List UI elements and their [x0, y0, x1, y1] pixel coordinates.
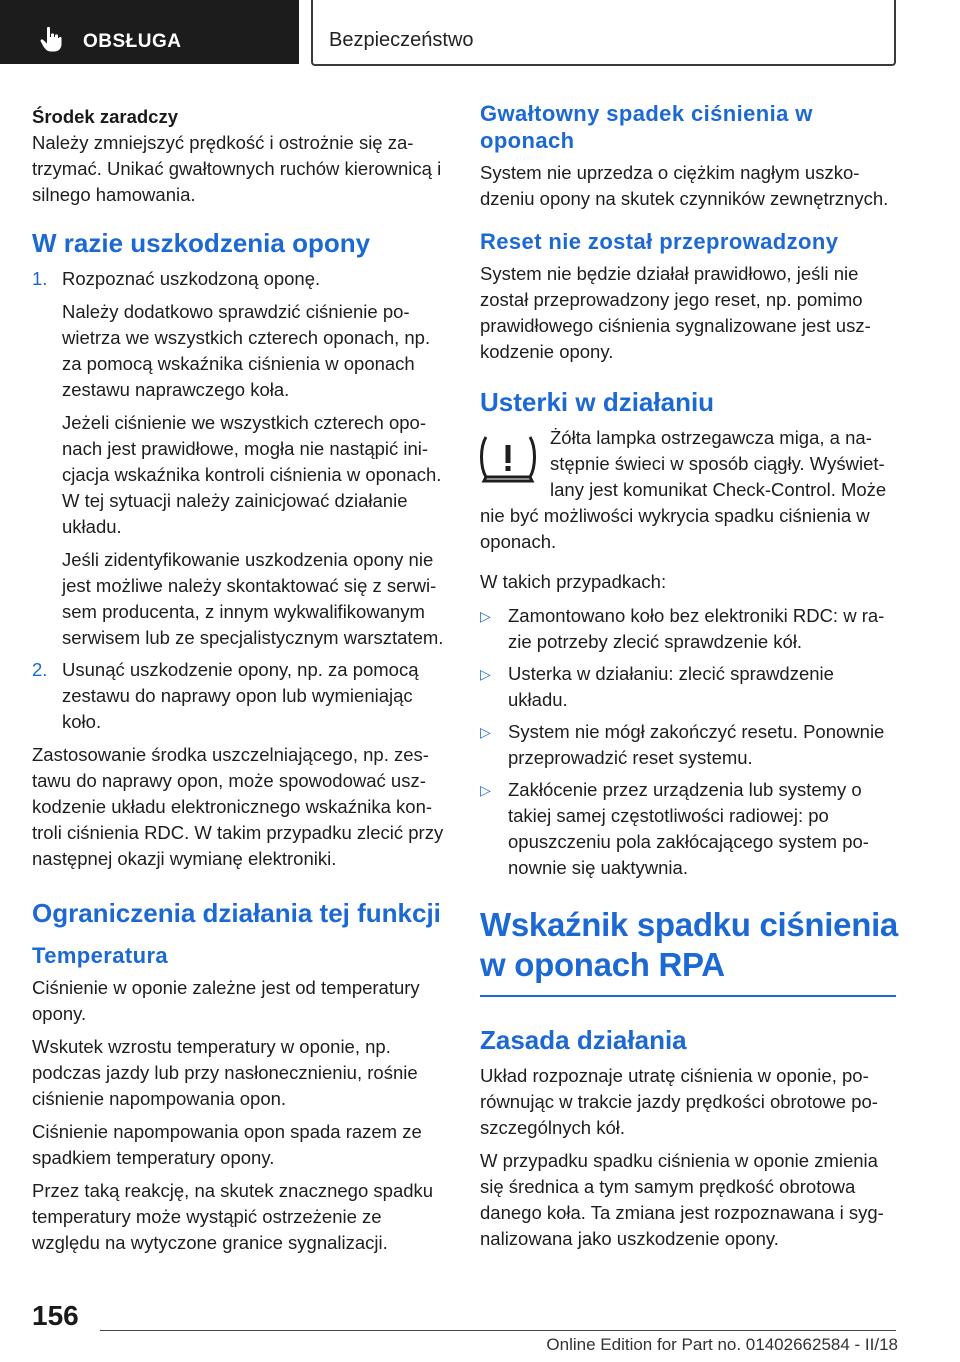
sudden-drop-heading: Gwałtowny spadek ciśnienia w oponach: [480, 101, 813, 153]
triangle-bullet-icon: ▷: [480, 666, 491, 682]
temperature-paragraph: Ciśnienie w oponie zależne jest od temperatury opony.: [32, 977, 420, 1024]
step-paragraph: Jeżeli ciśnienie we wszystkich czterech oponach jest prawidłowe, mogła nie nastąpić inicjacja wskaźnika kontroli ciśnienia w oponach. W tej sytuacji należy zainicjować działanie układu.: [62, 412, 442, 537]
tire-pressure-warning-icon: [480, 431, 536, 483]
limits-heading: Ograniczenia działania tej funkcji: [32, 898, 441, 928]
list-item-text: System nie mógł zakończyć resetu. Ponownie przeprowadzić reset systemu.: [508, 721, 885, 768]
list-item-text: Zamontowano koło bez elektroniki RDC: w razie potrzeby zlecić sprawdzenie kół.: [508, 605, 885, 652]
temperature-paragraph: Wskutek wzrostu temperatury w oponie, np. podczas jazdy lub przy nasłonecznieniu, rośnie ciśnienie napompowania opon.: [32, 1036, 418, 1109]
reset-heading: Reset nie został przeprowadzony: [480, 229, 839, 254]
triangle-bullet-icon: ▷: [480, 782, 491, 798]
step-paragraph: Rozpoznać uszkodzoną oponę.: [62, 268, 321, 289]
chapter-tab[interactable]: [311, 0, 896, 66]
faults-block: [480, 425, 898, 555]
remedy-text: Należy zmniejszyć prędkość i ostrożnie się zatrzymać. Unikać gwałtownych ruchów kierownicą i silnego hamowania.: [32, 132, 442, 205]
remedy-heading: Środek zaradczy: [32, 106, 179, 127]
damage-heading: W razie uszkodzenia opony: [32, 228, 371, 258]
principle-paragraph: Układ rozpoznaje utratę ciśnienia w oponie, porównując w trakcie jazdy prędkości obrotowe poszczególnych kół.: [480, 1065, 878, 1138]
step-paragraph: Należy dodatkowo sprawdzić ciśnienie powietrza we wszystkich czterech oponach, np. za pomocą wskaźnika ciśnienia w oponach zestawu naprawczego koła.: [62, 301, 431, 400]
step-paragraph: Jeśli zidentyfikowanie uszkodzenia opony nie jest możliwe należy skontaktować się z serwisem producenta, z innym wykwalifikowanym serwisem lub ze specjalistycznym warsztatem.: [62, 549, 444, 648]
temperature-heading: Temperatura: [32, 943, 169, 968]
principle-paragraph: W przypadku spadku ciśnienia w oponie zmienia się średnica a tym samym prędkość obrotowa danego koła. Ta zmiana jest rozpoznawana i sygnalizowana jako uszkodzenie opony.: [480, 1150, 884, 1249]
step-number: 1.: [32, 268, 48, 289]
list-item: [480, 777, 898, 881]
temperature-paragraph: Przez taką reakcję, na skutek znacznego spadku temperatury może wystąpić ostrzeżenie ze względu na wytyczone granice sygnalizacji.: [32, 1180, 434, 1253]
step-item: [32, 266, 452, 651]
list-item: [480, 719, 898, 771]
footer-divider: [100, 1330, 896, 1331]
faults-text: Żółta lampka ostrzegawcza miga, a następnie świeci w sposób ciągły. Wyświetlany jest komunikat Check-Control. Może nie być możliwości wykrycia spadku ciśnienia w oponach.: [480, 427, 887, 552]
damage-steps-list: [32, 266, 452, 735]
page-number: 156: [32, 1300, 79, 1331]
step-item: [32, 657, 452, 735]
step-number: 2.: [32, 659, 48, 680]
heading-divider: [480, 995, 896, 997]
left-column: [32, 100, 452, 1256]
section-tab[interactable]: [0, 0, 299, 64]
temperature-paragraph: Ciśnienie napompowania opon spada razem ze spadkiem temperatury opony.: [32, 1121, 422, 1168]
principle-heading: Zasada działania: [480, 1025, 687, 1055]
sealant-note: Zastosowanie środka uszczelniającego, np. zestawu do naprawy opon, może spowodować uszkodzenie układu elektronicznego wskaźnika kontroli ciśnienia RDC. W takim przypadku zlecić przy następnej okazji wymianę elektroniki.: [32, 744, 444, 869]
chapter-tab-label: Bezpieczeństwo: [329, 29, 474, 51]
cases-list: [480, 603, 898, 881]
triangle-bullet-icon: ▷: [480, 608, 491, 624]
section-tab-label: OBSŁUGA: [83, 31, 182, 52]
faults-heading: Usterki w działaniu: [480, 387, 715, 417]
sudden-drop-text: System nie uprzedza o ciężkim nagłym uszkodzeniu opony na skutek czynników zewnętrznych.: [480, 162, 889, 209]
list-item: [480, 603, 898, 655]
list-item-text: Zakłócenie przez urządzenia lub systemy o takiej samej częstotliwości radiowej: po opuszczeniu pola zakłócającego system ponownie się uaktywnia.: [508, 779, 869, 878]
list-item: [480, 661, 898, 713]
step-paragraph: Usunąć uszkodzenie opony, np. za pomocą zestawu do naprawy opon lub wymieniając koło.: [62, 659, 419, 732]
rpa-heading: Wskaźnik spadku ciśnienia w oponach RPA: [480, 906, 898, 983]
edition-footer: Online Edition for Part no. 01402662584 - II/18: [546, 1335, 898, 1354]
hand-pointer-icon: [40, 26, 62, 52]
list-item-text: Usterka w działaniu: zlecić sprawdzenie układu.: [508, 663, 834, 710]
cases-intro: W takich przypadkach:: [480, 571, 667, 592]
triangle-bullet-icon: ▷: [480, 724, 491, 740]
reset-text: System nie będzie działał prawidłowo, jeśli nie został przeprowadzony jego reset, np. pomimo prawidłowego ciśnienia sygnalizowane jest uszkodzenie opony.: [480, 263, 871, 362]
right-column: [480, 100, 898, 1252]
